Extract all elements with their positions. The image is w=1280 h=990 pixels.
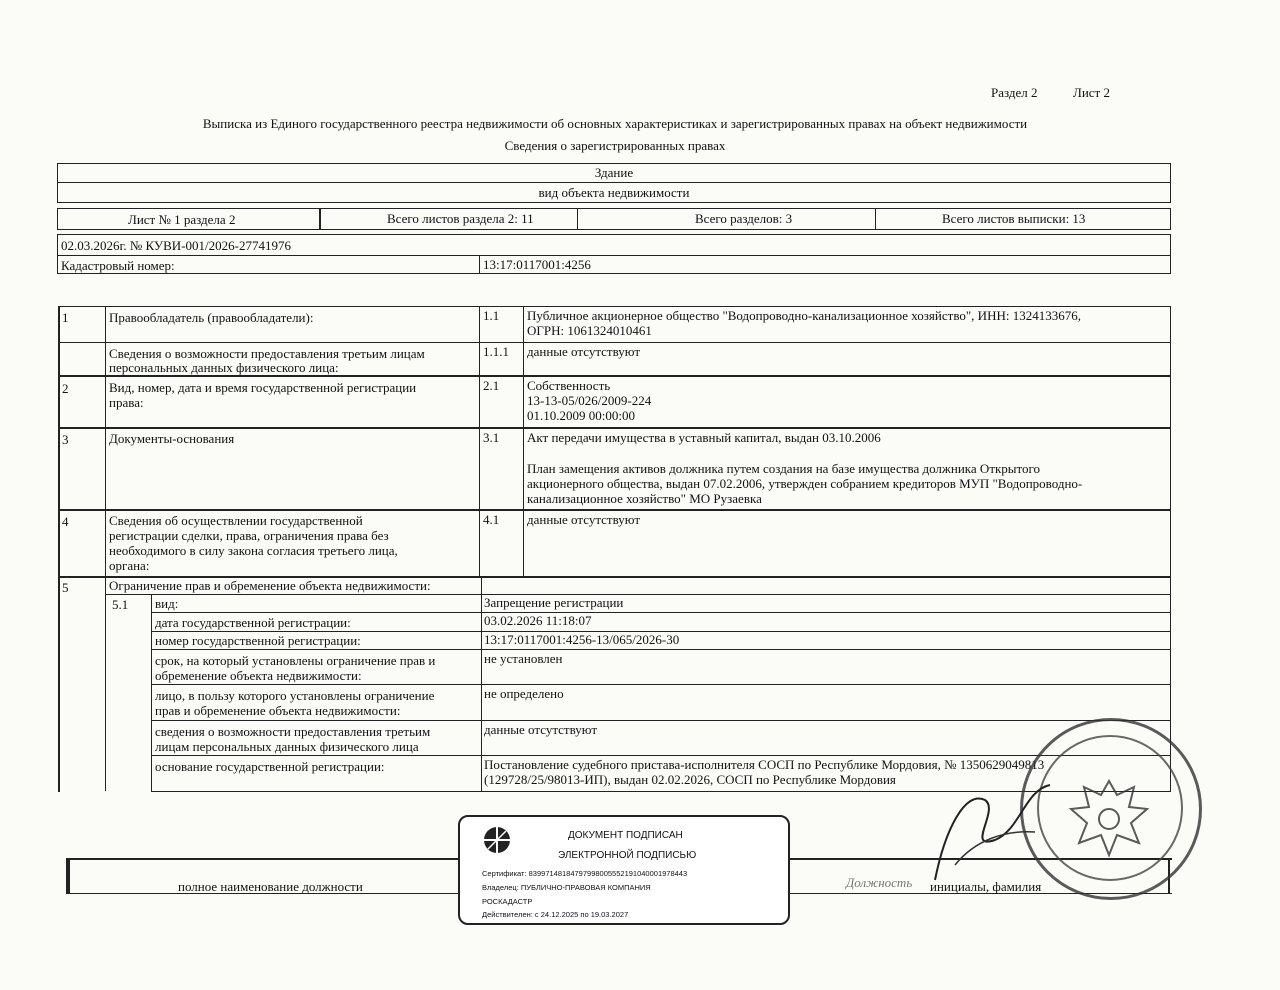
sign-owner-line2: РОСКАДАСТР: [482, 897, 533, 906]
encumbrance-person-label-line1: лицо, в пользу которого установлены ограничение: [155, 688, 435, 703]
encumbrance-term-label-line1: срок, на который установлены ограничение прав и: [155, 653, 436, 668]
encumbrance-term-label-line2: обременение объекта недвижимости:: [155, 668, 362, 683]
coat-of-arms-icon: [1059, 773, 1159, 863]
encumbrance-number-label: номер государственной регистрации:: [155, 633, 361, 648]
row4-label-line1: Сведения об осуществлении государственной: [109, 513, 363, 528]
sign-certificate: Сертификат: 83997148184797998005552191040001978443: [482, 869, 688, 878]
row5-sub-number: 5.1: [112, 597, 129, 612]
encumbrance-number-value: 13:17:0117001:4256-13/065/2026-30: [484, 632, 680, 647]
encumbrance-info-value: данные отсутствуют: [484, 722, 598, 737]
row1-number: 1: [62, 310, 69, 325]
initials-caption: инициалы, фамилия: [930, 879, 1042, 894]
cadastral-label: Кадастровый номер:: [61, 258, 175, 273]
row3-number: 3: [62, 432, 69, 447]
row2-label-line1: Вид, номер, дата и время государственной регистрации: [109, 380, 417, 395]
encumbrance-kind-label: вид:: [155, 596, 179, 611]
row1-value-line2: ОГРН: 1061324010461: [527, 323, 652, 338]
row1-value-line1: Публичное акционерное общество "Водопроводно-канализационное хозяйство", ИНН: 1324133676,: [527, 308, 1081, 323]
document-title: Выписка из Единого государственного реестра недвижимости об основных характеристиках и зарегистрированных правах на объект недвижимости: [202, 116, 1028, 131]
total-extract-sheets: Всего листов выписки: 13: [942, 211, 1086, 226]
row3-value-line2: План замещения активов должника путем создания на базе имущества должника Открытого: [527, 461, 1041, 476]
row1-label: Правообладатель (правообладатели):: [109, 310, 314, 325]
encumbrance-basis-label: основание государственной регистрации:: [155, 759, 385, 774]
electronic-signature-box: [458, 815, 790, 925]
total-section-sheets: Всего листов раздела 2: 11: [387, 211, 534, 226]
row1b-label-line1: Сведения о возможности предоставления третьим лицам: [109, 346, 425, 361]
row4-value: данные отсутствуют: [527, 512, 641, 527]
position-stamp-text: Должность: [846, 875, 913, 890]
encumbrance-kind-value: Запрещение регистрации: [484, 595, 624, 610]
encumbrance-info-label-line2: лицам персональных данных физического лица: [155, 739, 419, 754]
object-type-value: Здание: [594, 165, 634, 180]
sheet-of-section: Лист № 1 раздела 2: [128, 212, 236, 227]
encumbrance-person-label-line2: прав и обременение объекта недвижимости:: [155, 703, 401, 718]
row3-value-line3: акционерного общества, выдан 07.02.2006, утвержден собранием кредиторов МУП "Водопроводно-: [527, 476, 1083, 491]
row2-value-line1: Собственность: [527, 378, 611, 393]
row1b-label-line2: персональных данных физического лица:: [109, 360, 339, 375]
encumbrance-date-label: дата государственной регистрации:: [155, 615, 351, 630]
encumbrance-basis-value-line1: Постановление судебного пристава-исполнителя СОСП по Республике Мордовия, № 1350629049813: [484, 757, 1045, 772]
encumbrance-basis-value-line2: (129728/25/98013-ИП), выдан 02.02.2026, СОСП по Республике Мордовия: [484, 772, 896, 787]
row1b-value: данные отсутствуют: [527, 344, 641, 359]
row4-label-line2: регистрации сделки, права, ограничения права без: [109, 528, 389, 543]
total-sections: Всего разделов: 3: [695, 211, 793, 226]
row4-number: 4: [62, 514, 69, 529]
section-label: Раздел 2: [991, 85, 1038, 100]
row2-label-line2: права:: [109, 395, 144, 410]
row5-number: 5: [62, 580, 69, 595]
encumbrance-person-value: не определено: [484, 686, 564, 701]
row3-label: Документы-основания: [109, 431, 235, 446]
row4-label-line3: необходимого в силу закона согласия третьего лица,: [109, 543, 398, 558]
encumbrance-info-label-line1: сведения о возможности предоставления третьим: [155, 724, 431, 739]
row3-value-line4: канализационное хозяйство" МО Рузаевка: [527, 491, 762, 506]
row3-value-line1: Акт передачи имущества в уставный капитал, выдан 03.10.2006: [527, 430, 881, 445]
sign-validity: Действителен: с 24.12.2025 по 19.03.2027: [482, 910, 629, 919]
row2-value-line3: 01.10.2009 00:00:00: [527, 408, 635, 423]
position-caption: полное наименование должности: [178, 879, 363, 894]
row1b-code: 1.1.1: [483, 344, 509, 359]
request-date-number: 02.03.2026г. № КУВИ-001/2026-27741976: [61, 238, 291, 253]
sign-title: ДОКУМЕНТ ПОДПИСАН: [568, 830, 683, 841]
row5-label: Ограничение прав и обременение объекта недвижимости:: [109, 578, 431, 593]
row4-code: 4.1: [483, 512, 500, 527]
row4-label-line4: органа:: [109, 558, 150, 573]
row2-value-line2: 13-13-05/026/2009-224: [527, 393, 652, 408]
row1-code: 1.1: [483, 308, 500, 323]
row2-code: 2.1: [483, 378, 500, 393]
row3-code: 3.1: [483, 430, 500, 445]
sign-owner-line1: Владелец: ПУБЛИЧНО-ПРАВОВАЯ КОМПАНИЯ: [482, 883, 651, 892]
document-subtitle: Сведения о зарегистрированных правах: [504, 138, 726, 153]
row2-number: 2: [62, 381, 69, 396]
encumbrance-term-value: не установлен: [484, 651, 563, 666]
rosreestr-logo-icon: [482, 825, 512, 855]
sign-title2: ЭЛЕКТРОННОЙ ПОДПИСЬЮ: [558, 850, 697, 861]
sheet-label: Лист 2: [1073, 85, 1110, 100]
handwritten-signature: [925, 770, 1065, 890]
object-type-caption: вид объекта недвижимости: [538, 185, 690, 200]
encumbrance-date-value: 03.02.2026 11:18:07: [484, 613, 592, 628]
cadastral-number: 13:17:0117001:4256: [483, 257, 591, 272]
